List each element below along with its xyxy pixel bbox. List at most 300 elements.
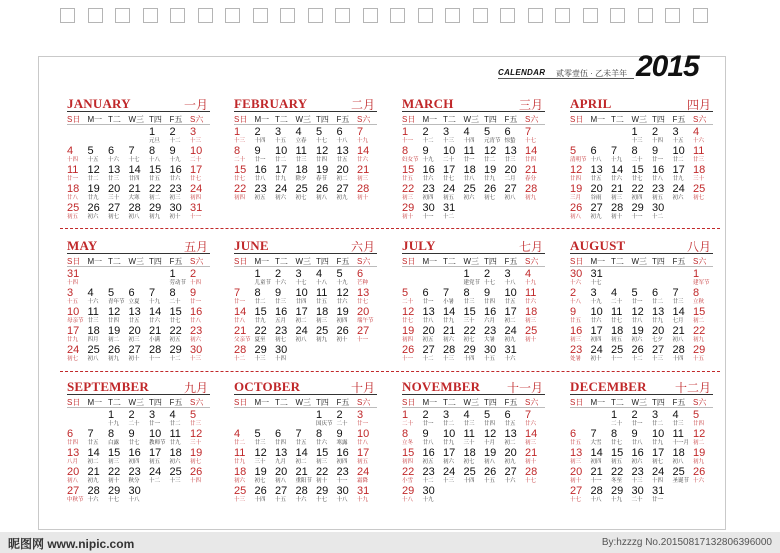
lunar-date: 初七: [693, 195, 705, 201]
day-number: 10: [672, 145, 685, 157]
day-cell: [652, 202, 672, 221]
day-cell: [234, 485, 254, 504]
binding-hole: [198, 8, 213, 23]
day-number: 7: [525, 126, 532, 138]
day-cell: [170, 268, 190, 287]
lunar-date: 初九: [525, 195, 537, 201]
day-cell: [108, 202, 128, 221]
lunar-date: 初八: [316, 195, 328, 201]
zh-year-label: 贰零壹伍 · 乙未羊年: [556, 69, 628, 78]
day-number: 7: [357, 126, 364, 138]
day-number: 4: [525, 268, 532, 280]
day-number: 6: [336, 126, 343, 138]
spiral-binding: [0, 8, 780, 28]
weekday-label: S六: [357, 398, 371, 407]
day-number: 17: [190, 164, 203, 176]
lunar-date: 十三: [631, 478, 643, 484]
day-cell: [149, 202, 169, 221]
year-title: 2015: [636, 50, 699, 83]
lunar-date: 廿六: [336, 299, 348, 305]
day-number: 17: [357, 447, 370, 459]
lunar-date: 廿一: [652, 157, 664, 163]
day-number: 30: [570, 268, 583, 280]
day-cell: [402, 409, 422, 428]
day-number: 9: [169, 145, 176, 157]
lunar-date: 八月: [67, 459, 79, 465]
day-cell: [234, 145, 254, 164]
day-number: 1: [234, 126, 241, 138]
day-cell: [591, 428, 611, 447]
day-number: 27: [357, 325, 370, 337]
lunar-date: 初三: [525, 318, 537, 324]
day-number: 6: [275, 428, 282, 440]
weekday-label: T二: [443, 257, 456, 266]
day-number: 19: [316, 164, 329, 176]
day-cell: [67, 428, 87, 447]
month-name: JUNE: [234, 238, 269, 253]
month-name-zh: 五月: [183, 240, 208, 254]
lunar-date: 二十: [631, 157, 643, 163]
day-number: 3: [67, 287, 74, 299]
day-number: 14: [525, 145, 538, 157]
day-number: 4: [234, 428, 241, 440]
weekday-label: S日: [234, 398, 248, 407]
lunar-date: 三月: [570, 195, 582, 201]
lunar-date: 廿七: [631, 176, 643, 182]
lunar-date: 初六: [463, 195, 475, 201]
day-cell: [505, 126, 525, 145]
day-cell: [611, 447, 631, 466]
binding-hole: [555, 8, 570, 23]
day-number: 20: [67, 466, 80, 478]
day-cell: [423, 202, 443, 221]
day-number: 17: [504, 306, 517, 318]
lunar-date: 廿八: [422, 318, 434, 324]
day-cell: [525, 325, 545, 344]
day-cell: [149, 287, 169, 306]
day-number: 23: [128, 466, 141, 478]
day-cell: [88, 183, 108, 202]
day-number: 10: [357, 428, 370, 440]
day-cell: [88, 485, 108, 504]
day-number: 11: [87, 306, 99, 318]
day-number: 19: [336, 306, 349, 318]
day-number: 5: [402, 287, 409, 299]
day-number: 20: [504, 447, 517, 459]
day-cell: [357, 126, 377, 145]
day-number: 11: [672, 428, 684, 440]
day-number: 24: [652, 466, 665, 478]
day-cell: [611, 466, 631, 485]
day-cell: [337, 145, 357, 164]
lunar-date: 立春: [295, 138, 307, 144]
day-cell: [505, 466, 525, 485]
day-cell: [423, 145, 443, 164]
lunar-date: 十四: [463, 356, 475, 362]
lunar-date: 初九: [590, 214, 602, 220]
day-number: 9: [128, 428, 135, 440]
day-number: 8: [693, 287, 700, 299]
lunar-date: 初三: [108, 459, 120, 465]
month-header: [570, 237, 713, 254]
day-number: 23: [254, 183, 267, 195]
day-cell: [129, 306, 149, 325]
lunar-date: 初二: [108, 337, 120, 343]
lunar-date: 初三: [169, 195, 181, 201]
day-cell: [170, 145, 190, 164]
binding-hole: [115, 8, 130, 23]
lunar-date: 十二: [169, 138, 181, 144]
day-cell: [170, 183, 190, 202]
weekday-label: S六: [190, 257, 204, 266]
lunar-date: 十八: [316, 280, 328, 286]
lunar-date: 十二: [652, 214, 664, 220]
day-number: 31: [652, 485, 665, 497]
weekday-label: S日: [570, 398, 584, 407]
month-header: [570, 378, 713, 395]
lunar-date: 夏至: [254, 337, 266, 343]
day-cell: [234, 325, 254, 344]
lunar-date: 初五: [422, 337, 434, 343]
day-number: 3: [275, 126, 282, 138]
day-number: 4: [672, 409, 679, 421]
lunar-date: 十三: [169, 478, 181, 484]
day-cell: [525, 145, 545, 164]
day-number: 8: [611, 428, 618, 440]
day-cell: [234, 428, 254, 447]
weekday-label: M一: [422, 398, 438, 407]
day-number: 21: [295, 466, 308, 478]
day-cell: [484, 428, 504, 447]
day-number: 21: [525, 164, 538, 176]
day-number: 6: [128, 287, 135, 299]
lunar-date: 十五: [275, 138, 287, 144]
day-cell: [129, 287, 149, 306]
month-name: SEPTEMBER: [67, 379, 149, 394]
lunar-date: 十六: [570, 280, 582, 286]
lunar-date: 十七: [484, 280, 496, 286]
lunar-date: 初十: [402, 214, 414, 220]
day-number: 25: [693, 183, 706, 195]
day-number: 10: [149, 428, 162, 440]
lunar-date: 二月: [504, 176, 516, 182]
lunar-date: 初四: [590, 337, 602, 343]
month-july: [402, 237, 545, 367]
day-cell: [316, 126, 336, 145]
day-number: 25: [463, 466, 476, 478]
day-number: 25: [295, 183, 308, 195]
binding-hole: [280, 8, 295, 23]
day-cell: [108, 287, 128, 306]
day-number: 20: [590, 183, 603, 195]
lunar-date: 廿七: [611, 318, 623, 324]
day-number: 29: [402, 485, 415, 497]
lunar-date: 初五: [169, 337, 181, 343]
day-cell: [357, 485, 377, 504]
day-number: 21: [357, 164, 370, 176]
weekday-label: T四: [149, 398, 162, 407]
day-number: 24: [672, 183, 685, 195]
day-number: 10: [652, 428, 665, 440]
weekday-label: F五: [504, 257, 518, 266]
day-cell: [129, 485, 149, 504]
day-number: 15: [149, 164, 162, 176]
day-number: 21: [234, 325, 247, 337]
day-cell: [632, 145, 652, 164]
lunar-date: 廿八: [631, 440, 643, 446]
lunar-date: 十九: [108, 421, 120, 427]
day-number: 3: [149, 409, 156, 421]
day-number: 15: [631, 164, 644, 176]
weekday-label: T四: [149, 257, 162, 266]
day-number: 8: [149, 145, 156, 157]
lunar-date: 初三: [570, 337, 582, 343]
lunar-date: 廿八: [422, 440, 434, 446]
day-number: 3: [190, 126, 197, 138]
lunar-date: 初六: [443, 459, 455, 465]
day-number: 2: [570, 287, 577, 299]
day-cell: [108, 466, 128, 485]
lunar-date: 廿六: [611, 176, 623, 182]
day-cell: [505, 428, 525, 447]
day-cell: [423, 183, 443, 202]
month-name: NOVEMBER: [402, 379, 481, 394]
day-number: 6: [504, 126, 511, 138]
day-cell: [337, 428, 357, 447]
day-cell: [67, 164, 87, 183]
day-cell: [357, 428, 377, 447]
month-name-zh: 八月: [686, 240, 711, 254]
day-number: 3: [357, 409, 364, 421]
day-number: 2: [128, 409, 135, 421]
day-cell: [611, 164, 631, 183]
day-cell: [357, 183, 377, 202]
day-cell: [296, 183, 316, 202]
weekday-label: T四: [484, 398, 497, 407]
day-cell: [443, 287, 463, 306]
lunar-date: 教师节: [149, 440, 166, 446]
day-cell: [108, 485, 128, 504]
day-number: 15: [254, 306, 267, 318]
binding-hole: [665, 8, 680, 23]
day-number: 14: [128, 164, 141, 176]
day-cell: [357, 164, 377, 183]
day-number: 27: [67, 485, 80, 497]
day-cell: [275, 268, 295, 287]
author-id: By:hzzzg No.20150817132806396000: [601, 537, 772, 548]
lunar-date: 十六: [87, 497, 99, 503]
month-name: MARCH: [402, 96, 454, 111]
day-number: 17: [149, 447, 162, 459]
day-cell: [423, 344, 443, 363]
day-cell: [673, 409, 693, 428]
day-cell: [652, 485, 672, 504]
day-number: 24: [443, 466, 456, 478]
lunar-date: 初五: [611, 459, 623, 465]
lunar-date: 廿四: [525, 157, 537, 163]
day-number: 26: [316, 183, 329, 195]
day-number: 26: [190, 466, 203, 478]
lunar-date: 廿一: [190, 299, 202, 305]
weekday-label: M一: [254, 257, 270, 266]
lunar-date: 初八: [570, 214, 582, 220]
day-number: 18: [316, 306, 329, 318]
lunar-date: 初三: [402, 195, 414, 201]
lunar-date: 廿一: [149, 421, 161, 427]
lunar-date: 初八: [87, 356, 99, 362]
lunar-date: 初六: [631, 459, 643, 465]
month-name: APRIL: [570, 96, 612, 111]
day-number: 23: [631, 466, 644, 478]
day-number: 19: [693, 447, 706, 459]
day-number: 6: [108, 145, 115, 157]
weekday-label: T二: [443, 398, 456, 407]
day-number: 29: [463, 344, 476, 356]
day-cell: [525, 287, 545, 306]
lunar-date: 十四: [652, 138, 664, 144]
day-cell: [149, 306, 169, 325]
day-cell: [190, 126, 210, 145]
day-cell: [170, 428, 190, 447]
day-number: 28: [525, 466, 538, 478]
day-cell: [673, 325, 693, 344]
lunar-date: 十九: [422, 157, 434, 163]
lunar-date: 初二: [693, 318, 705, 324]
lunar-date: 初十: [316, 478, 328, 484]
day-cell: [190, 306, 210, 325]
month-name: MAY: [67, 238, 98, 253]
day-cell: [693, 145, 713, 164]
day-cell: [423, 287, 443, 306]
day-cell: [484, 287, 504, 306]
day-cell: [570, 447, 590, 466]
day-number: 19: [484, 164, 497, 176]
lunar-date: 建党节: [463, 280, 481, 286]
day-number: 4: [316, 268, 323, 280]
lunar-date: 廿一: [652, 497, 664, 503]
weekday-rule: [402, 124, 545, 125]
lunar-date: 廿四: [128, 176, 140, 182]
lunar-date: 十五: [484, 356, 496, 362]
day-cell: [693, 306, 713, 325]
lunar-date: 十四: [275, 356, 287, 362]
lunar-date: 十二: [169, 356, 181, 362]
month-name: FEBRUARY: [234, 96, 308, 111]
lunar-date: 廿五: [570, 440, 582, 446]
day-number: 5: [108, 287, 115, 299]
day-number: 13: [570, 447, 583, 459]
binding-hole: [418, 8, 433, 23]
day-cell: [88, 325, 108, 344]
day-number: 27: [275, 485, 288, 497]
day-cell: [316, 164, 336, 183]
day-cell: [591, 344, 611, 363]
footer-bar: [0, 532, 780, 553]
lunar-date: 十四: [254, 138, 266, 144]
day-cell: [67, 306, 87, 325]
lunar-date: 廿二: [484, 157, 496, 163]
day-number: 3: [295, 268, 302, 280]
day-cell: [149, 183, 169, 202]
day-cell: [525, 164, 545, 183]
day-number: 25: [611, 344, 624, 356]
day-number: 25: [67, 202, 80, 214]
weekday-label: F五: [672, 115, 686, 124]
day-cell: [234, 447, 254, 466]
day-cell: [484, 409, 504, 428]
day-number: 19: [570, 183, 583, 195]
lunar-date: 廿四: [108, 318, 120, 324]
lunar-date: 初四: [128, 459, 140, 465]
day-number: 5: [693, 409, 700, 421]
weekday-label: M一: [87, 115, 103, 124]
day-number: 8: [254, 287, 261, 299]
day-number: 5: [484, 126, 491, 138]
day-number: 7: [87, 428, 94, 440]
day-number: 10: [67, 306, 80, 318]
lunar-date: 初六: [87, 214, 99, 220]
day-number: 26: [484, 183, 497, 195]
day-cell: [275, 126, 295, 145]
month-name: AUGUST: [570, 238, 626, 253]
day-number: 26: [570, 202, 583, 214]
day-cell: [255, 287, 275, 306]
lunar-date: 二十: [190, 157, 202, 163]
day-cell: [423, 428, 443, 447]
lunar-date: 十一: [336, 478, 348, 484]
month-name-zh: 四月: [686, 98, 711, 112]
day-number: 13: [108, 164, 121, 176]
lunar-date: 初八: [672, 459, 684, 465]
day-number: 10: [275, 145, 288, 157]
month-name: DECEMBER: [570, 379, 647, 394]
day-cell: [423, 466, 443, 485]
binding-hole: [225, 8, 240, 23]
lunar-date: 十一月: [672, 440, 690, 446]
day-cell: [357, 306, 377, 325]
day-cell: [591, 485, 611, 504]
lunar-date: 廿五: [590, 176, 602, 182]
weekday-label: M一: [254, 115, 270, 124]
day-cell: [357, 268, 377, 287]
lunar-date: 母亲节: [67, 318, 84, 324]
day-cell: [108, 325, 128, 344]
day-cell: [234, 164, 254, 183]
day-number: 22: [169, 325, 182, 337]
day-cell: [129, 409, 149, 428]
day-cell: [108, 447, 128, 466]
lunar-date: 十九: [590, 299, 602, 305]
lunar-date: 初二: [87, 459, 99, 465]
day-number: 24: [590, 344, 603, 356]
day-cell: [505, 183, 525, 202]
month-name-zh: 九月: [183, 381, 208, 395]
day-number: 14: [525, 428, 538, 440]
lunar-date: 初二: [504, 440, 516, 446]
lunar-date: 初三: [316, 318, 328, 324]
lunar-date: 十六: [504, 478, 516, 484]
day-number: 25: [316, 325, 329, 337]
day-number: 6: [422, 287, 429, 299]
month-header: [234, 378, 377, 395]
day-cell: [190, 428, 210, 447]
day-cell: [443, 202, 463, 221]
lunar-date: 初九: [87, 478, 99, 484]
lunar-date: 初七: [652, 459, 664, 465]
lunar-date: 廿一: [67, 176, 79, 182]
lunar-date: 十一: [149, 356, 161, 362]
weekday-label: S日: [67, 115, 81, 124]
